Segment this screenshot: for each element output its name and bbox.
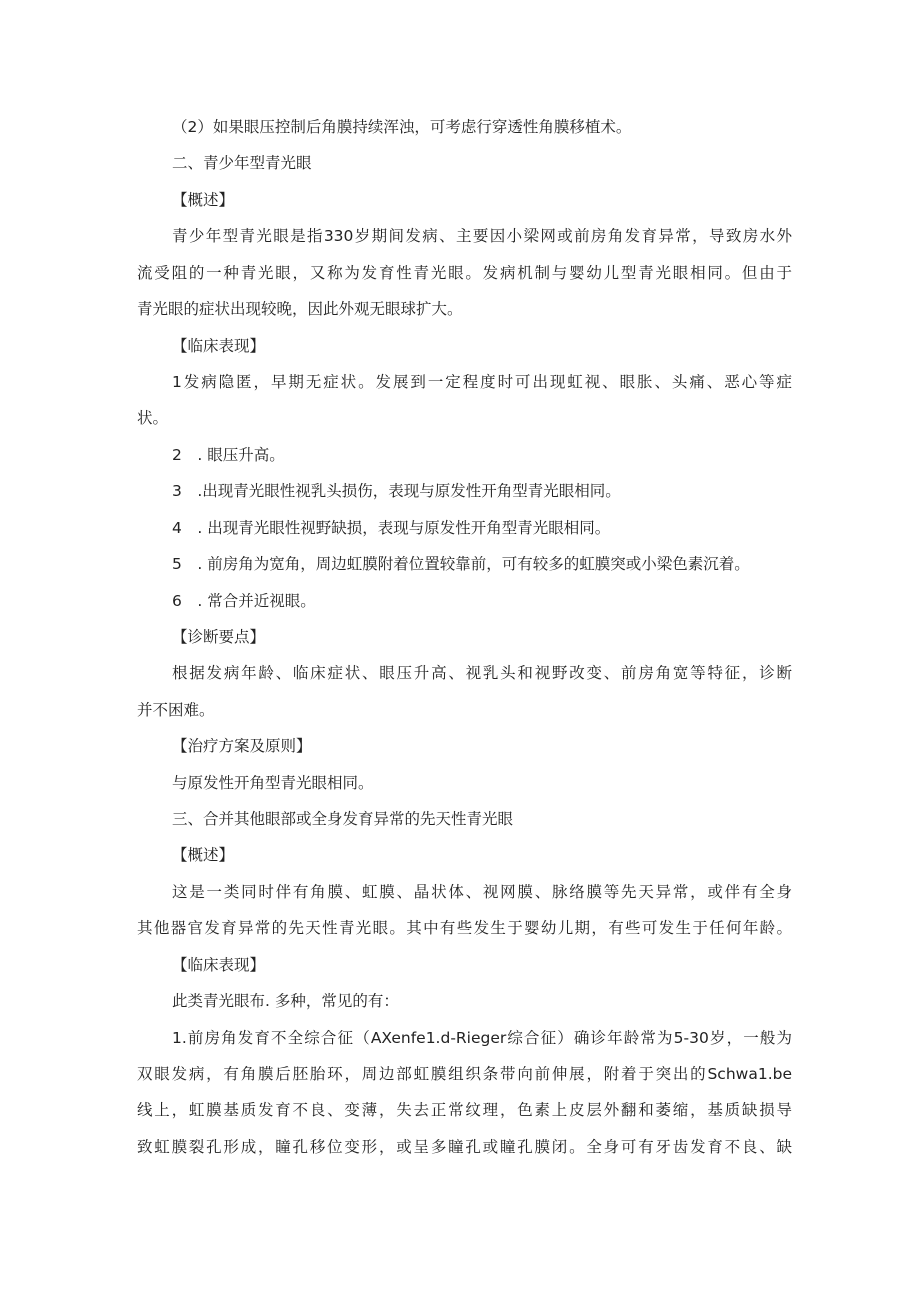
subheading-treatment-principles: 【治疗方案及原则】 <box>172 737 312 755</box>
paragraph-line: 致虹膜裂孔形成，瞳孔移位变形，或呈多瞳孔或瞳孔膜闭。全身可有牙齿发育不良、缺 <box>137 1138 792 1156</box>
paragraph-line-treatment-2: （2）如果眼压控制后角膜持续浑浊，可考虑行穿透性角膜移植术。 <box>172 118 632 136</box>
paragraph-line: 流受阻的一种青光眼，又称为发育性青光眼。发病机制与婴幼儿型青光眼相同。但由于 <box>137 264 792 282</box>
list-item-5: 5 . 前房角为宽角，周边虹膜附着位置较靠前，可有较多的虹膜突或小梁色素沉着。 <box>172 555 750 573</box>
list-item-3: 3 .出现青光眼性视乳头损伤，表现与原发性开角型青光眼相同。 <box>172 482 621 500</box>
paragraph-line: 这是一类同时伴有角膜、虹膜、晶状体、视网膜、脉络膜等先天异常，或伴有全身 <box>172 883 792 901</box>
subheading-clinical-manifestations: 【临床表现】 <box>172 337 266 355</box>
paragraph-line: 并不困难。 <box>137 701 215 719</box>
paragraph-line: 青光眼的症状出现较晚，因此外观无眼球扩大。 <box>137 300 463 318</box>
list-item-6: 6 . 常合并近视眼。 <box>172 592 316 610</box>
section-heading-juvenile-glaucoma: 二、青少年型青光眼 <box>172 154 312 172</box>
paragraph-line: 线上，虹膜基质发育不良、变薄，失去正常纹理，色素上皮层外翻和萎缩，基质缺损导 <box>137 1101 792 1119</box>
paragraph-line: 此类青光眼布. 多种，常见的有： <box>172 992 399 1010</box>
paragraph-line: 与原发性开角型青光眼相同。 <box>172 774 374 792</box>
subheading-diagnostic-points: 【诊断要点】 <box>172 628 266 646</box>
section-heading-congenital-glaucoma: 三、合并其他眼部或全身发育异常的先天性青光眼 <box>172 810 514 828</box>
list-item-2: 2 . 眼压升高。 <box>172 446 285 464</box>
subheading-clinical-manifestations: 【临床表现】 <box>172 956 266 974</box>
paragraph-line: 其他器官发育异常的先天性青光眼。其中有些发生于婴幼儿期，有些可发生于任何年龄。 <box>137 919 792 937</box>
subheading-overview: 【概述】 <box>172 191 235 209</box>
paragraph-line: 根据发病年龄、临床症状、眼压升高、视乳头和视野改变、前房角宽等特征，诊断 <box>172 664 792 682</box>
list-item-1-continued: 状。 <box>137 409 169 427</box>
list-item-1: 1发病隐匿，早期无症状。发展到一定程度时可出现虹视、眼胀、头痛、恶心等症 <box>172 373 792 391</box>
list-item-1: 1.前房角发育不全综合征（AXenfe1.d-Rieger综合征）确诊年龄常为5-30岁，一般为 <box>172 1029 792 1047</box>
paragraph-line: 双眼发病，有角膜后胚胎环，周边部虹膜组织条带向前伸展，附着于突出的Schwa1.be <box>137 1065 792 1083</box>
paragraph-line: 青少年型青光眼是指330岁期间发病、主要因小梁网或前房角发育异常，导致房水外 <box>172 227 792 245</box>
subheading-overview: 【概述】 <box>172 846 235 864</box>
list-item-4: 4 . 出现青光眼性视野缺损，表现与原发性开角型青光眼相同。 <box>172 519 611 537</box>
